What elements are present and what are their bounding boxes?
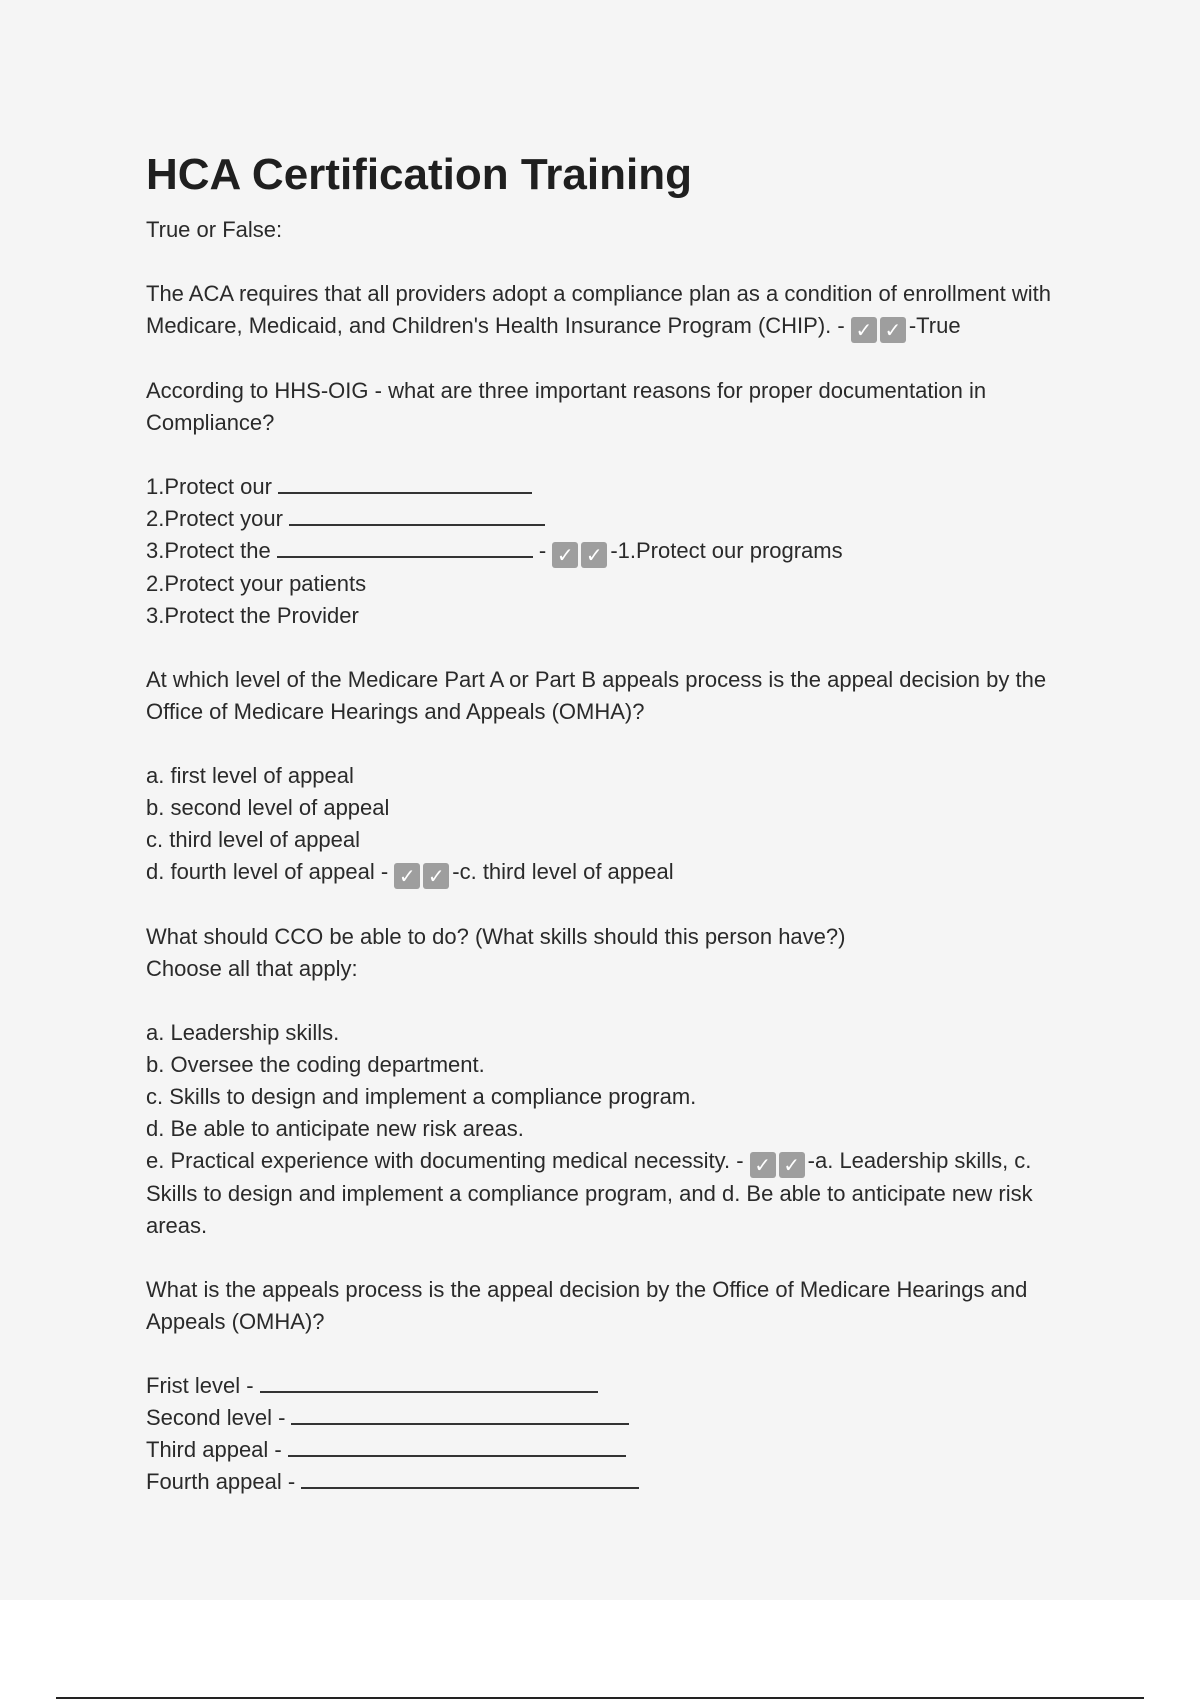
question-3-option-b: b. second level of appeal: [146, 795, 390, 820]
fill-in-blank: [289, 523, 545, 526]
question-4-option-d: d. Be able to anticipate new risk areas.: [146, 1116, 524, 1141]
fill-in-blank: [291, 1422, 629, 1425]
question-2-item-3: 3.Protect the - ✓ ✓ -1.Protect our programs: [146, 538, 843, 567]
question-2-item-2: 2.Protect your: [146, 503, 1066, 535]
footer-divider: [56, 1697, 1144, 1699]
question-4-option-e: e. Practical experience with documenting medical necessity. - ✓ ✓ -a. Leadership skills, c. Skills to design and implement a compliance program, and d. Be able to anticipate new risk areas.: [146, 1148, 1033, 1238]
question-2-answer-3: 3.Protect the Provider: [146, 603, 359, 628]
question-3-answer: -c. third level of appeal: [452, 859, 674, 884]
question-5-level-2: Second level -: [146, 1402, 1066, 1434]
question-4-option-c: c. Skills to design and implement a compliance program.: [146, 1084, 697, 1109]
question-1-answer: -True: [908, 313, 961, 338]
question-4-option-b: b. Oversee the coding department.: [146, 1052, 485, 1077]
fill-in-blank: [278, 491, 532, 494]
question-2-item-1: 1.Protect our: [146, 471, 1066, 503]
fill-in-blank: [288, 1454, 626, 1457]
check-mark-icon: ✓: [581, 542, 607, 568]
intro-text: True or False:: [146, 217, 283, 242]
question-2-answer-2: 2.Protect your patients: [146, 571, 367, 596]
document-title: HCA Certification Training: [146, 150, 692, 199]
question-3-text: At which level of the Medicare Part A or Part B appeals process is the appeal decision by the Office of Medicare Hearings and Appeals (OMHA)?: [146, 667, 1047, 724]
fill-in-blank: [301, 1486, 639, 1489]
fill-in-blank: [277, 555, 533, 558]
question-4-instruction: Choose all that apply:: [146, 956, 358, 981]
check-mark-icon: ✓: [851, 317, 877, 343]
question-3-option-c: c. third level of appeal: [146, 827, 361, 852]
question-2-text: According to HHS-OIG - what are three important reasons for proper documentation in Compliance?: [146, 378, 987, 435]
question-4-text: What should CCO be able to do? (What skills should this person have?): [146, 924, 846, 949]
check-mark-icon: ✓: [394, 863, 420, 889]
question-2-answer-1: -1.Protect our programs: [610, 538, 843, 563]
fill-in-blank: [260, 1390, 598, 1393]
check-mark-icon: ✓: [552, 542, 578, 568]
question-5-level-4: Fourth appeal -: [146, 1466, 1066, 1498]
question-3-option-d: d. fourth level of appeal - ✓ ✓ -c. third level of appeal: [146, 859, 674, 888]
question-5-text: What is the appeals process is the appeal decision by the Office of Medicare Hearings and Appeals (OMHA)?: [146, 1277, 1028, 1334]
question-4-answer: -a. Leadership skills, c. Skills to design and implement a compliance program, and d. Be able to anticipate new risk areas.: [146, 1148, 1033, 1238]
question-5-level-1: Frist level -: [146, 1370, 1066, 1402]
check-mark-icon: ✓: [750, 1152, 776, 1178]
question-4-option-a: a. Leadership skills.: [146, 1020, 340, 1045]
check-mark-icon: ✓: [779, 1152, 805, 1178]
check-mark-icon: ✓: [423, 863, 449, 889]
question-3-option-a: a. first level of appeal: [146, 763, 354, 788]
document-content: [146, 150, 1066, 1498]
check-mark-icon: ✓: [880, 317, 906, 343]
question-1-text: The ACA requires that all providers adopt a compliance plan as a condition of enrollment with Medicare, Medicaid, and Children's Health Insurance Program (CHIP). -: [146, 281, 1051, 338]
question-1: [146, 278, 1066, 343]
question-5-level-3: Third appeal -: [146, 1434, 1066, 1466]
